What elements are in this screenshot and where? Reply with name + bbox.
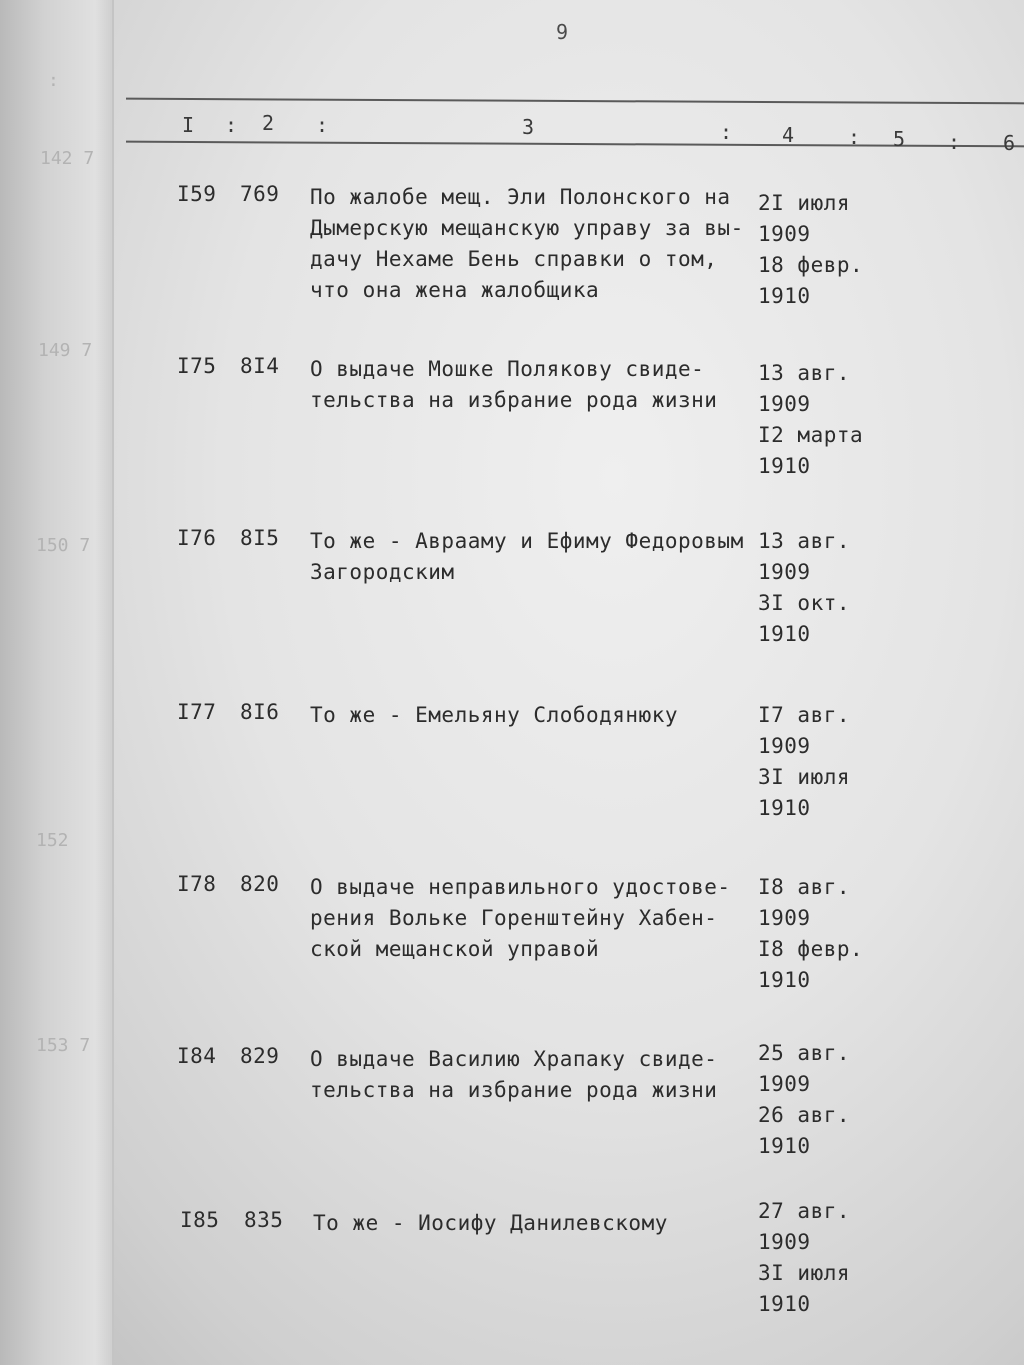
column-5-heading: 5 [893,127,906,151]
case-dates [758,358,863,482]
case-dates [758,188,863,312]
start-date: 13 авг. [758,529,851,553]
case-number: 820 [240,872,280,896]
column-separator: : [720,120,733,144]
entry-number: I76 [177,526,217,550]
start-date: I7 авг. [758,703,851,727]
start-year: 1909 [758,560,811,584]
column-2-heading: 2 [262,111,275,135]
end-date: 3I окт. [758,591,851,615]
case-title [310,354,750,416]
ghost-mark: : [48,70,59,91]
ghost-mark: 142 7 [40,148,95,169]
column-separator: : [225,113,238,137]
end-date: 18 февр. [758,253,864,277]
entry-number: I59 [177,182,217,206]
column-6-heading: 6 [1003,131,1016,155]
start-year: 1909 [758,1072,811,1096]
end-year: 1910 [758,284,811,308]
column-1-heading: I [182,113,195,137]
case-number: 8I4 [240,354,280,378]
title-line: То же - Иосифу Данилевскому [313,1211,668,1235]
title-line: Дымерскую мещанскую управу за вы- [310,216,744,240]
title-line: О выдаче Мошке Полякову свиде- [310,357,705,381]
case-title [310,700,750,731]
title-line: О выдаче Василию Храпаку свиде- [310,1047,718,1071]
title-line: тельства на избрание рода жизни [310,1078,718,1102]
start-date: 25 авг. [758,1041,851,1065]
case-number: 769 [240,182,280,206]
end-date: I8 февр. [758,937,864,961]
title-line: По жалобе мещ. Эли Полонского на [310,185,731,209]
entry-number: I85 [180,1208,220,1232]
title-line: тельства на избрание рода жизни [310,388,718,412]
start-date: 2I июля [758,191,851,215]
title-line: ской мещанской управой [310,937,600,961]
start-year: 1909 [758,1230,811,1254]
case-title [310,872,750,965]
title-line: дачу Нехаме Бень справки о том, [310,247,718,271]
case-title [310,526,750,588]
ghost-mark: 153 7 [36,1035,91,1056]
title-line: То же - Аврааму и Ефиму Федоровым [310,529,744,553]
end-year: 1910 [758,1292,811,1316]
end-year: 1910 [758,622,811,646]
ghost-mark: 150 7 [36,535,91,556]
case-title [310,1044,750,1106]
column-separator: : [848,125,861,149]
ghost-mark: 149 7 [38,340,93,361]
title-line: что она жена жалобщика [310,278,600,302]
end-date: I2 марта [758,423,864,447]
page-number: 9 [556,20,569,44]
case-dates [758,1196,850,1320]
case-dates [758,872,863,996]
start-year: 1909 [758,734,811,758]
column-3-heading: 3 [522,115,535,139]
column-4-heading: 4 [782,123,795,147]
title-line: О выдаче неправильного удостове- [310,875,731,899]
start-year: 1909 [758,906,811,930]
start-date: 13 авг. [758,361,851,385]
entry-number: I75 [177,354,217,378]
previous-page-edge [0,0,114,1365]
case-number: 835 [244,1208,284,1232]
start-year: 1909 [758,392,811,416]
case-title [310,182,750,306]
title-line: То же - Емельяну Слободянюку [310,703,679,727]
case-dates [758,700,850,824]
end-date: 26 авг. [758,1103,851,1127]
end-year: 1910 [758,968,811,992]
case-number: 8I5 [240,526,280,550]
start-year: 1909 [758,222,811,246]
entry-number: I78 [177,872,217,896]
end-date: 3I июля [758,1261,851,1285]
end-date: 3I июля [758,765,851,789]
column-separator: : [948,130,961,154]
case-title [313,1208,753,1239]
start-date: 27 авг. [758,1199,851,1223]
end-year: 1910 [758,1134,811,1158]
title-line: Загородским [310,560,455,584]
title-line: рения Вольке Горенштейну Хабен- [310,906,718,930]
case-dates [758,1038,850,1162]
entry-number: I77 [177,700,217,724]
case-number: 8I6 [240,700,280,724]
entry-number: I84 [177,1044,217,1068]
ghost-mark: 152 [36,830,69,851]
end-year: 1910 [758,454,811,478]
end-year: 1910 [758,796,811,820]
column-separator: : [316,113,329,137]
case-number: 829 [240,1044,280,1068]
case-dates [758,526,850,650]
start-date: I8 авг. [758,875,851,899]
